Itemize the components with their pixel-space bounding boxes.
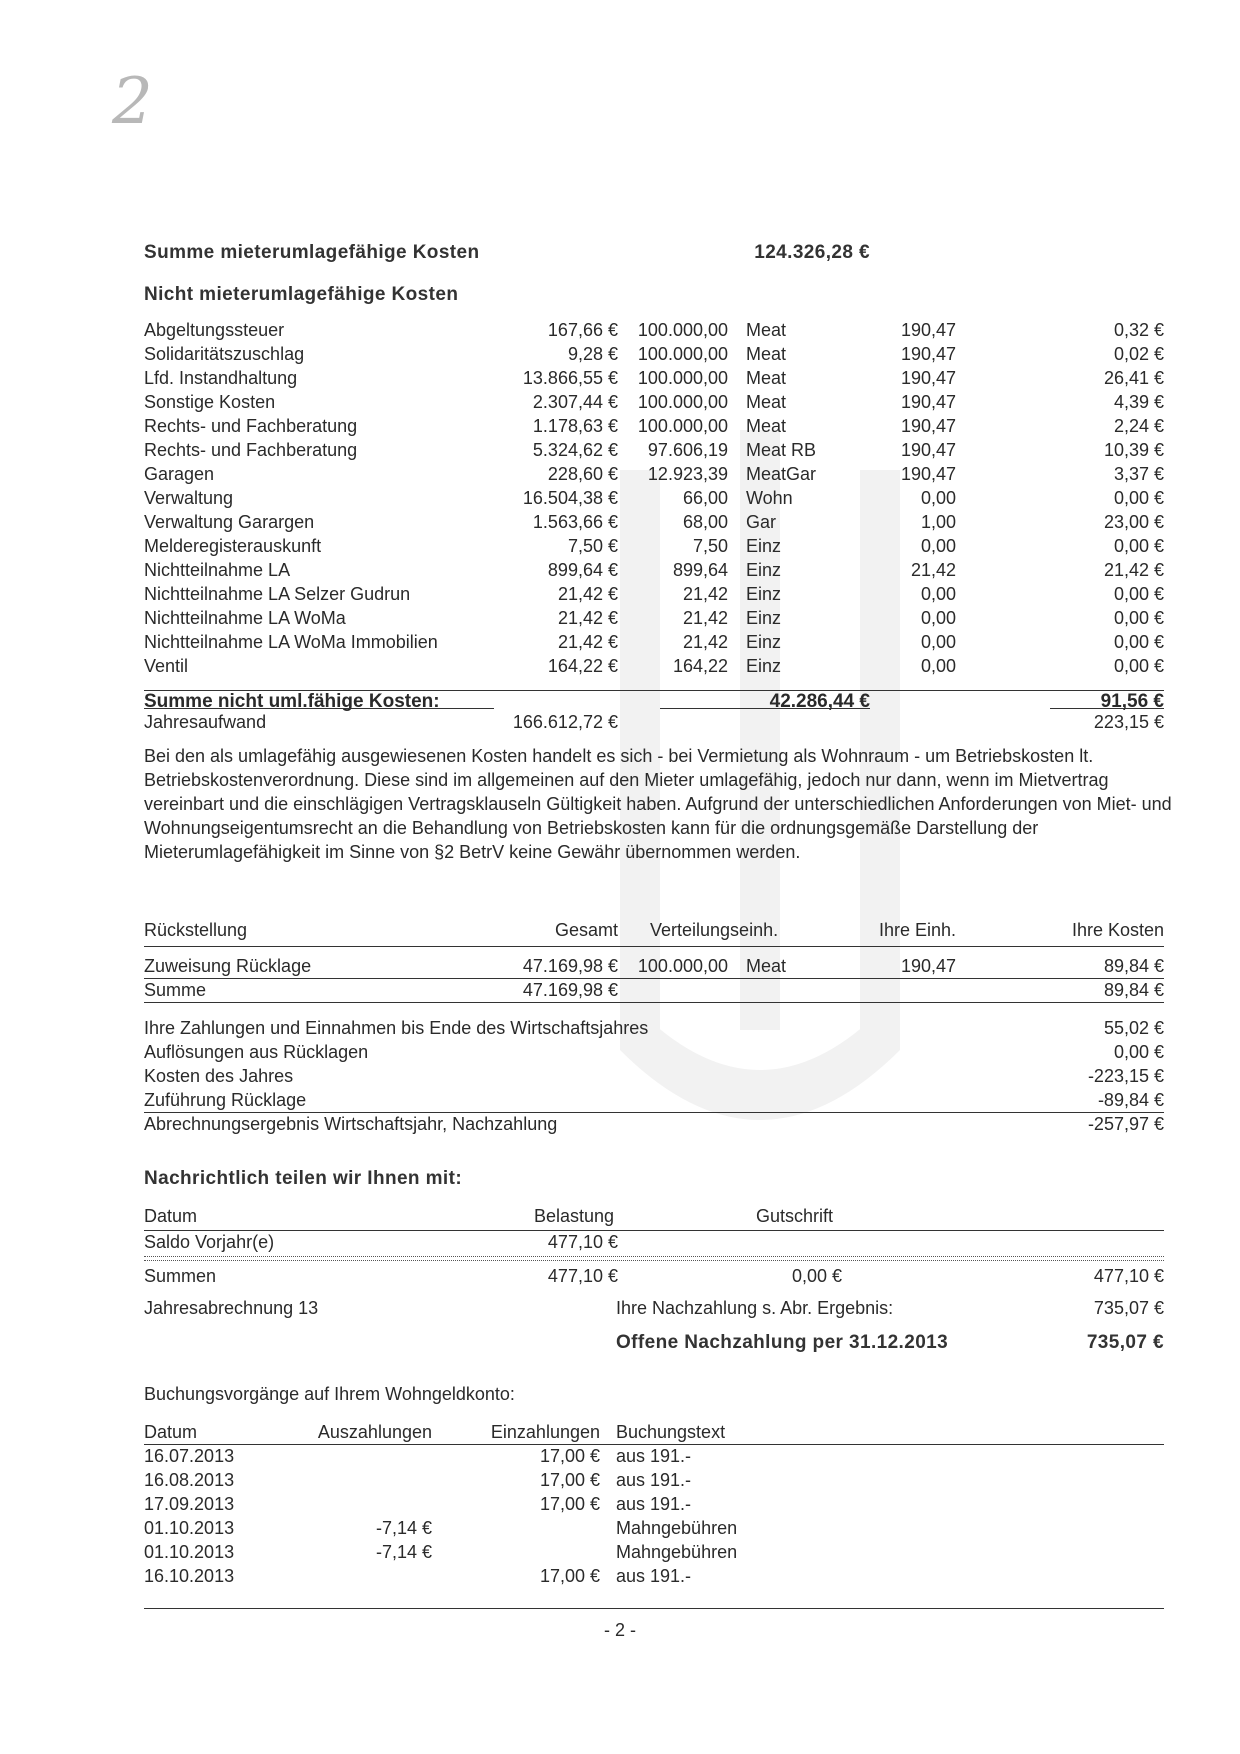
booking-in: 17,00 € bbox=[539, 1470, 600, 1490]
booking-text: aus 191.- bbox=[616, 1470, 692, 1490]
info-heading: Nachrichtlich teilen wir Ihnen mit: bbox=[144, 1168, 463, 1189]
cost-row-amount: 5.324,62 € bbox=[532, 440, 618, 460]
reserve-sum-cost: 89,84 € bbox=[1103, 980, 1164, 1000]
cost-row-distribution: 97.606,19 bbox=[647, 440, 728, 460]
result-row-label: Abrechnungsergebnis Wirtschaftsjahr, Nachzahlung bbox=[144, 1114, 558, 1134]
booking-row bbox=[0, 1492, 1240, 1516]
cost-row-amount: 228,60 € bbox=[547, 464, 618, 484]
sum-underline-mid bbox=[660, 708, 870, 709]
booking-in: 17,00 € bbox=[539, 1494, 600, 1514]
booking-text: Mahngebühren bbox=[616, 1542, 738, 1562]
result-row bbox=[0, 1016, 1240, 1040]
cost-row-units: 0,00 bbox=[920, 536, 956, 556]
booking-in: 17,00 € bbox=[539, 1566, 600, 1586]
cost-row-key: Meat bbox=[746, 392, 787, 412]
open-payment-label: Offene Nachzahlung per 31.12.2013 bbox=[616, 1332, 949, 1353]
info-header-row bbox=[0, 1204, 1240, 1228]
info-saldo-debit: 477,10 € bbox=[547, 1232, 618, 1252]
cost-row bbox=[0, 534, 1240, 558]
cost-row-units: 190,47 bbox=[900, 392, 956, 412]
annual-expense-row bbox=[0, 710, 1240, 734]
cost-row-amount: 167,66 € bbox=[547, 320, 618, 340]
cost-row-units: 190,47 bbox=[900, 416, 956, 436]
cost-row-units: 0,00 bbox=[920, 488, 956, 508]
cost-row-amount: 164,22 € bbox=[547, 656, 618, 676]
info-dotted-rule-2 bbox=[144, 1260, 1164, 1261]
reserve-sum-bottom-rule bbox=[144, 1002, 1164, 1003]
cost-row-label: Abgeltungssteuer bbox=[144, 320, 285, 340]
cost-row-amount: 13.866,55 € bbox=[522, 368, 618, 388]
info-header-credit: Gutschrift bbox=[756, 1206, 834, 1226]
result-row-label: Zuführung Rücklage bbox=[144, 1090, 307, 1110]
cost-row-distribution: 164,22 bbox=[672, 656, 728, 676]
info-sums-debit: 477,10 € bbox=[547, 1266, 618, 1286]
reserve-sum-row bbox=[0, 978, 1240, 1002]
info-payment-value: 735,07 € bbox=[1093, 1298, 1164, 1318]
result-row bbox=[0, 1112, 1240, 1136]
reserve-row-cost: 89,84 € bbox=[1103, 956, 1164, 976]
non-allocable-sum-total: 42.286,44 € bbox=[769, 691, 870, 712]
reserve-row-label: Zuweisung Rücklage bbox=[144, 956, 312, 976]
info-header-date: Datum bbox=[144, 1206, 198, 1226]
cost-row-cost: 0,00 € bbox=[1113, 488, 1164, 508]
cost-row-units: 0,00 bbox=[920, 608, 956, 628]
page-number: - 2 - bbox=[603, 1620, 636, 1640]
cost-row-key: Meat bbox=[746, 368, 787, 388]
cost-row-cost: 3,37 € bbox=[1113, 464, 1164, 484]
allocable-sum-label: Summe mieterumlagefähige Kosten bbox=[144, 242, 480, 263]
cost-row-cost: 0,00 € bbox=[1113, 584, 1164, 604]
result-row bbox=[0, 1088, 1240, 1112]
booking-row bbox=[0, 1564, 1240, 1588]
result-rule bbox=[144, 1112, 1164, 1113]
sum-underline-right bbox=[1050, 708, 1164, 709]
cost-row-key: Einz bbox=[746, 608, 782, 628]
reserve-row-units: 190,47 bbox=[900, 956, 956, 976]
cost-row-label: Nichtteilnahme LA Selzer Gudrun bbox=[144, 584, 411, 604]
cost-row-units: 0,00 bbox=[920, 656, 956, 676]
reserve-sum-label: Summe bbox=[144, 980, 207, 1000]
allocable-sum-total: 124.326,28 € bbox=[754, 242, 870, 263]
booking-date: 16.08.2013 bbox=[144, 1470, 235, 1490]
cost-row-key: Gar bbox=[746, 512, 777, 532]
info-sums-total: 477,10 € bbox=[1093, 1266, 1164, 1286]
bookings-header-in: Einzahlungen bbox=[490, 1422, 600, 1442]
result-row-value: -257,97 € bbox=[1087, 1114, 1164, 1134]
cost-row-amount: 16.504,38 € bbox=[522, 488, 618, 508]
cost-row bbox=[0, 438, 1240, 462]
cost-row-amount: 899,64 € bbox=[547, 560, 618, 580]
info-payment-label: Ihre Nachzahlung s. Abr. Ergebnis: bbox=[616, 1298, 894, 1318]
bookings-header-date: Datum bbox=[144, 1422, 198, 1442]
info-saldo-label: Saldo Vorjahr(e) bbox=[144, 1232, 275, 1252]
cost-row-cost: 10,39 € bbox=[1103, 440, 1164, 460]
reserve-row-key: Meat bbox=[746, 956, 787, 976]
cost-row-distribution: 7,50 bbox=[692, 536, 728, 556]
cost-row-cost: 0,00 € bbox=[1113, 608, 1164, 628]
bookings-header-row bbox=[0, 1420, 1240, 1444]
non-allocable-sum-label: Summe nicht uml.fähige Kosten: bbox=[144, 691, 440, 712]
cost-row bbox=[0, 318, 1240, 342]
cost-row-cost: 0,00 € bbox=[1113, 632, 1164, 652]
booking-text: aus 191.- bbox=[616, 1566, 692, 1586]
cost-row-distribution: 100.000,00 bbox=[637, 320, 728, 340]
booking-date: 01.10.2013 bbox=[144, 1518, 235, 1538]
cost-row-distribution: 21,42 bbox=[682, 632, 728, 652]
cost-row-units: 0,00 bbox=[920, 632, 956, 652]
booking-text: Mahngebühren bbox=[616, 1518, 738, 1538]
reserve-row-amount: 47.169,98 € bbox=[522, 956, 618, 976]
booking-date: 01.10.2013 bbox=[144, 1542, 235, 1562]
non-allocable-sum-cost: 91,56 € bbox=[1100, 691, 1164, 712]
reserve-header-total: Gesamt bbox=[554, 920, 618, 940]
cost-row-amount: 1.178,63 € bbox=[532, 416, 618, 436]
open-payment-value: 735,07 € bbox=[1086, 1332, 1164, 1353]
annual-expense-total: 166.612,72 € bbox=[512, 712, 618, 732]
result-row-value: 55,02 € bbox=[1103, 1018, 1164, 1038]
cost-row-label: Rechts- und Fachberatung bbox=[144, 416, 358, 436]
cost-row-label: Nichtteilnahme LA WoMa bbox=[144, 608, 346, 628]
info-header-debit: Belastung bbox=[533, 1206, 614, 1226]
booking-row bbox=[0, 1444, 1240, 1468]
cost-row-distribution: 21,42 bbox=[682, 608, 728, 628]
cost-row-amount: 2.307,44 € bbox=[532, 392, 618, 412]
reserve-header-cost: Ihre Kosten bbox=[1071, 920, 1164, 940]
cost-row-key: Einz bbox=[746, 656, 782, 676]
cost-row-key: Meat bbox=[746, 416, 787, 436]
cost-row-amount: 7,50 € bbox=[567, 536, 618, 556]
info-sums-credit: 0,00 € bbox=[791, 1266, 842, 1286]
result-row bbox=[0, 1040, 1240, 1064]
reserve-header-label: Rückstellung bbox=[144, 920, 248, 940]
cost-row-key: Einz bbox=[746, 536, 782, 556]
cost-row bbox=[0, 606, 1240, 630]
cost-row-label: Sonstige Kosten bbox=[144, 392, 276, 412]
cost-row-distribution: 12.923,39 bbox=[647, 464, 728, 484]
booking-date: 16.07.2013 bbox=[144, 1446, 235, 1466]
cost-row-cost: 2,24 € bbox=[1113, 416, 1164, 436]
cost-row-amount: 1.563,66 € bbox=[532, 512, 618, 532]
explanation-text: Bei den als umlagefähig ausgewiesenen Kosten handelt es sich - bei Vermietung als Wohnraum - um Betriebskosten lt. Betriebskostenverordnung. Diese sind im allgemeinen auf den Mieter umlagefähig, jedoch nur dann, wenn im Mietvertrag vereinbart und die einschlägigen Vertragsklauseln Gültigkeit haben. Aufgrund der unterschiedlichen Anforderungen von Miet- und Wohnungseigentumsrecht an die Behandlung von Betriebskosten kann für die ordnungsgemäße Darstellung der Mieterumlagefähigkeit im Sinne von §2 BetrV keine Gewähr übernommen werden. bbox=[144, 746, 1172, 862]
reserve-row-distribution: 100.000,00 bbox=[637, 956, 728, 976]
cost-row-label: Nichtteilnahme LA bbox=[144, 560, 291, 580]
cost-row bbox=[0, 462, 1240, 486]
result-row-label: Ihre Zahlungen und Einnahmen bis Ende des Wirtschaftsjahres bbox=[144, 1018, 649, 1038]
booking-out: -7,14 € bbox=[375, 1518, 432, 1538]
cost-row-label: Melderegisterauskunft bbox=[144, 536, 322, 556]
cost-row-label: Garagen bbox=[144, 464, 215, 484]
cost-row bbox=[0, 558, 1240, 582]
handwritten-page-mark: 2 bbox=[112, 65, 153, 139]
booking-row bbox=[0, 1468, 1240, 1492]
cost-row bbox=[0, 486, 1240, 510]
result-row-value: -223,15 € bbox=[1087, 1066, 1164, 1086]
booking-row bbox=[0, 1516, 1240, 1540]
booking-text: aus 191.- bbox=[616, 1446, 692, 1466]
cost-row-key: Meat bbox=[746, 320, 787, 340]
booking-date: 17.09.2013 bbox=[144, 1494, 235, 1514]
cost-row-label: Solidaritätszuschlag bbox=[144, 344, 305, 364]
cost-row-cost: 0,02 € bbox=[1113, 344, 1164, 364]
cost-row-distribution: 100.000,00 bbox=[637, 368, 728, 388]
cost-row-cost: 0,00 € bbox=[1113, 536, 1164, 556]
reserve-row bbox=[0, 954, 1240, 978]
cost-row bbox=[0, 630, 1240, 654]
reserve-header-units: Ihre Einh. bbox=[878, 920, 956, 940]
bookings-header-out: Auszahlungen bbox=[317, 1422, 432, 1442]
cost-row-key: Einz bbox=[746, 632, 782, 652]
cost-row-cost: 26,41 € bbox=[1103, 368, 1164, 388]
annual-expense-cost: 223,15 € bbox=[1093, 712, 1164, 732]
cost-row-label: Ventil bbox=[144, 656, 189, 676]
bookings-header-text: Buchungstext bbox=[616, 1422, 726, 1442]
cost-row-distribution: 100.000,00 bbox=[637, 416, 728, 436]
cost-row-units: 190,47 bbox=[900, 344, 956, 364]
cost-row-key: Wohn bbox=[746, 488, 793, 508]
cost-row-amount: 21,42 € bbox=[557, 584, 618, 604]
sum-underline-left bbox=[144, 708, 494, 709]
cost-row-cost: 4,39 € bbox=[1113, 392, 1164, 412]
cost-row-cost: 23,00 € bbox=[1103, 512, 1164, 532]
annual-expense-label: Jahresaufwand bbox=[144, 712, 267, 732]
cost-row-units: 21,42 bbox=[910, 560, 956, 580]
cost-row-label: Verwaltung bbox=[144, 488, 234, 508]
result-row-label: Kosten des Jahres bbox=[144, 1066, 294, 1086]
reserve-header-rule bbox=[144, 946, 1164, 947]
reserve-header-row bbox=[0, 918, 1240, 942]
booking-text: aus 191.- bbox=[616, 1494, 692, 1514]
cost-row-label: Lfd. Instandhaltung bbox=[144, 368, 298, 388]
booking-date: 16.10.2013 bbox=[144, 1566, 235, 1586]
cost-row-distribution: 100.000,00 bbox=[637, 344, 728, 364]
cost-row-key: Meat bbox=[746, 344, 787, 364]
cost-row-cost: 21,42 € bbox=[1103, 560, 1164, 580]
info-annual-row bbox=[0, 1296, 1240, 1320]
cost-row-amount: 21,42 € bbox=[557, 632, 618, 652]
cost-row-key: Einz bbox=[746, 560, 782, 580]
cost-row-units: 190,47 bbox=[900, 464, 956, 484]
cost-row-units: 190,47 bbox=[900, 320, 956, 340]
info-sums-row bbox=[0, 1264, 1240, 1288]
result-row-label: Auflösungen aus Rücklagen bbox=[144, 1042, 369, 1062]
non-allocable-heading: Nicht mieterumlagefähige Kosten bbox=[144, 284, 459, 305]
cost-row-label: Nichtteilnahme LA WoMa Immobilien bbox=[144, 632, 438, 652]
info-sums-label: Summen bbox=[144, 1266, 217, 1286]
cost-row-distribution: 66,00 bbox=[682, 488, 728, 508]
cost-row-key: MeatGar bbox=[746, 464, 817, 484]
cost-row bbox=[0, 366, 1240, 390]
cost-row bbox=[0, 582, 1240, 606]
cost-row bbox=[0, 342, 1240, 366]
info-saldo-row bbox=[0, 1230, 1240, 1254]
cost-row-distribution: 21,42 bbox=[682, 584, 728, 604]
cost-row-units: 1,00 bbox=[920, 512, 956, 532]
cost-row-distribution: 899,64 bbox=[672, 560, 728, 580]
cost-row-cost: 0,00 € bbox=[1113, 656, 1164, 676]
info-dotted-rule-1 bbox=[144, 1256, 1164, 1257]
booking-row bbox=[0, 1540, 1240, 1564]
bookings-intro: Buchungsvorgänge auf Ihrem Wohngeldkonto: bbox=[144, 1384, 515, 1404]
cost-row bbox=[0, 390, 1240, 414]
result-row-value: 0,00 € bbox=[1113, 1042, 1164, 1062]
cost-row-label: Verwaltung Garargen bbox=[144, 512, 315, 532]
booking-out: -7,14 € bbox=[375, 1542, 432, 1562]
cost-row bbox=[0, 510, 1240, 534]
cost-row-label: Rechts- und Fachberatung bbox=[144, 440, 358, 460]
cost-row-amount: 9,28 € bbox=[567, 344, 618, 364]
footer-rule bbox=[144, 1608, 1164, 1609]
cost-row bbox=[0, 414, 1240, 438]
result-row-value: -89,84 € bbox=[1097, 1090, 1164, 1110]
reserve-header-distribution: Verteilungseinh. bbox=[650, 920, 779, 940]
cost-row-units: 190,47 bbox=[900, 440, 956, 460]
reserve-sum-amount: 47.169,98 € bbox=[522, 980, 618, 1000]
info-annual-label: Jahresabrechnung 13 bbox=[144, 1298, 319, 1318]
cost-row-units: 190,47 bbox=[900, 368, 956, 388]
cost-row-distribution: 68,00 bbox=[682, 512, 728, 532]
result-row bbox=[0, 1064, 1240, 1088]
cost-row-key: Meat RB bbox=[746, 440, 817, 460]
cost-row-distribution: 100.000,00 bbox=[637, 392, 728, 412]
cost-row-key: Einz bbox=[746, 584, 782, 604]
cost-row bbox=[0, 654, 1240, 678]
cost-row-cost: 0,32 € bbox=[1113, 320, 1164, 340]
booking-in: 17,00 € bbox=[539, 1446, 600, 1466]
cost-row-units: 0,00 bbox=[920, 584, 956, 604]
cost-row-amount: 21,42 € bbox=[557, 608, 618, 628]
